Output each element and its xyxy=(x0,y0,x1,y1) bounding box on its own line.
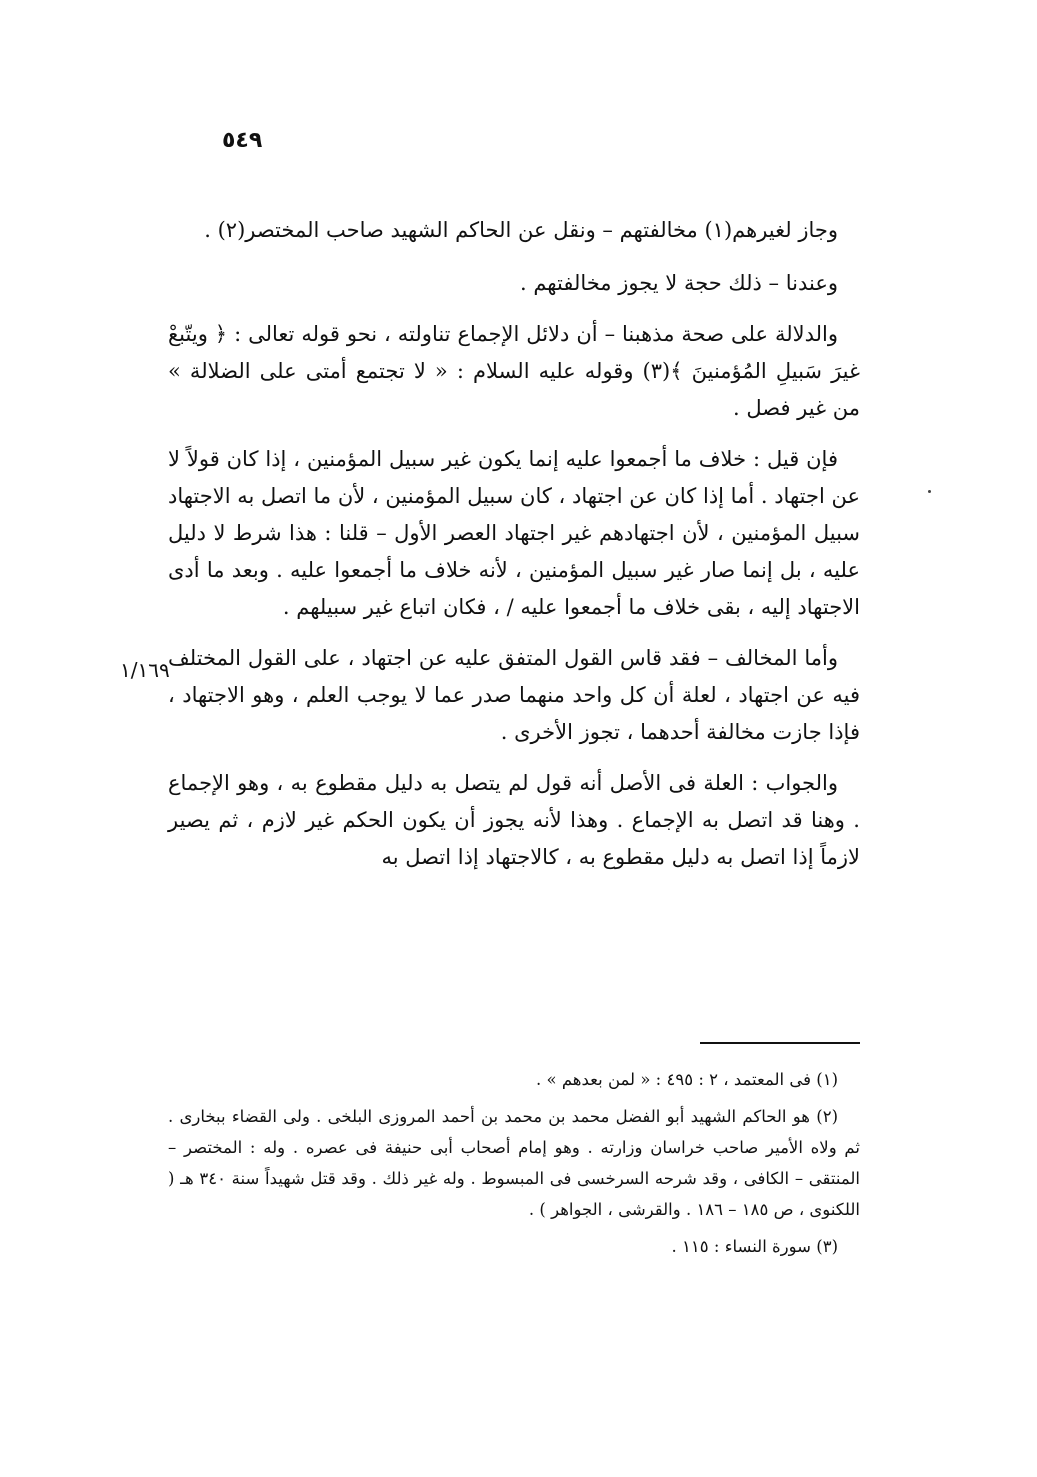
paragraph-2: وعندنا – ذلك حجة لا يجوز مخالفتهم . xyxy=(519,271,838,295)
footnote-separator xyxy=(700,1042,860,1044)
paragraph-1: وجاز لغيرهم(١) مخالفتهم – ونقل عن الحاكم الشهيد صاحب المختصر(٢) . xyxy=(204,218,838,242)
paragraph-5: وأما المخالف – فقد قاس القول المتفق عليه عن اجتهاد ، على القول المختلف فيه عن اجتهاد ، لعلة أن كل واحد منهما صدر عما لا يوجب العلم ، وهو الاجتهاد ، فإذا جازت مخالفة أحدهما ، تجوز الأخرى . xyxy=(168,646,860,744)
footnote-3: (٣) سورة النساء : ١١٥ . xyxy=(671,1237,838,1256)
paragraph-6: والجواب : العلة فى الأصل أنه قول لم يتصل به دليل مقطوع به ، وهو الإجماع . وهنا قد اتصل به الإجماع . وهذا لأنه يجوز أن يكون الحكم غير لازم ، ثم يصير لازماً إذا اتصل به دليل مقطوع به ، كالاجتهاد إذا اتصل به xyxy=(168,771,860,869)
page-number: ٥٤٩ xyxy=(222,128,263,153)
footnotes xyxy=(168,1064,860,1268)
footnote-1: (١) فى المعتمد ، ٢ : ٤٩٥ : « لمن بعدهم » . xyxy=(535,1070,838,1089)
scan-speck xyxy=(928,490,931,493)
footnote-2: (٢) هو الحاكم الشهيد أبو الفضل محمد بن محمد بن أحمد المروزى البلخى . ولى القضاء ببخارى . ثم ولاه الأمير صاحب خراسان وزارته . وهو إمام أصحاب أبى حنيفة فى عصره . وله : المختصر – المنتقى – الكافى ، وقد شرحه السرخسى فى المبسوط . وله غير ذلك . وقد قتل شهيداً سنة ٣٤٠ هـ ( اللكنوى ، ص ١٨٥ – ١٨٦ . والقرشى ، الجواهر ) . xyxy=(168,1107,860,1219)
paragraph-3: والدلالة على صحة مذهبنا – أن دلائل الإجماع تناولته ، نحو قوله تعالى : ﴿ ويتّبعْ غيرَ سَبيلِ المُؤمنينَ ﴾(٣) وقوله عليه السلام : « لا تجتمع أمتى على الضلالة » من غير فصل . xyxy=(168,322,860,420)
paragraph-4: فإن قيل : خلاف ما أجمعوا عليه إنما يكون غير سبيل المؤمنين ، إذا كان قولاً لا عن اجتهاد . أما إذا كان عن اجتهاد ، كان سبيل المؤمنين ، لأن ما اتصل به الاجتهاد سبيل المؤمنين ، لأن اجتهادهم غير اجتهاد العصر الأول – قلنا : هذا شرط لا دليل عليه ، بل إنما صار غير سبيل المؤمنين ، لأنه خلاف ما أجمعوا عليه . وبعد ما أدى الاجتهاد إليه ، بقى خلاف ما أجمعوا عليه / ، فكان اتباع غير سبيلهم . xyxy=(168,447,860,619)
main-text xyxy=(168,212,860,890)
margin-folio-note: ١/١٦٩ xyxy=(120,658,170,682)
